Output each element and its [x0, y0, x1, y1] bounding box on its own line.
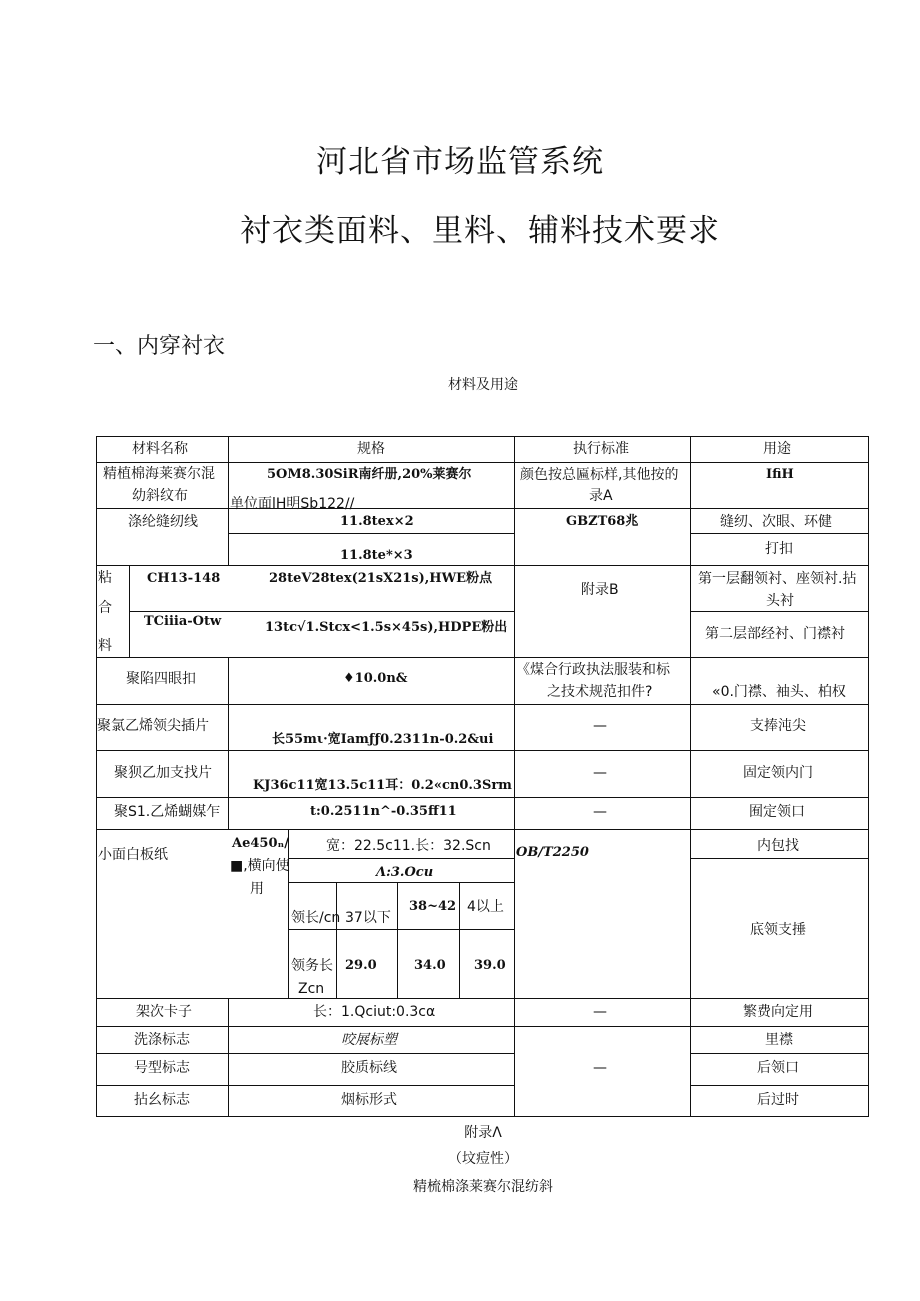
row2-usage-b: 打扣: [765, 541, 793, 557]
row3-group-char-1: 粘: [98, 570, 112, 586]
row8-usage-a: 内包找: [757, 838, 799, 854]
row6-usage: 固定领内门: [743, 765, 813, 781]
table-line: [228, 657, 229, 830]
rows10-12-standard: —: [593, 1060, 607, 1076]
row10-usage: 里襟: [765, 1032, 793, 1048]
row4-standard-line2: 之技术规范扣件?: [547, 684, 653, 700]
row3-spec-a: 28teV28tex(21sX21s),HWE粉点: [269, 571, 493, 586]
row2-usage-a: 缝纫、次眼、环健: [720, 514, 832, 530]
appendix-note: （坟痘性）: [448, 1151, 518, 1167]
row6-name: 聚狈乙加支找片: [114, 765, 212, 781]
appendix-label: 附录Λ: [464, 1125, 502, 1141]
table-line: [690, 1053, 869, 1054]
row1-name-line1: 精植棉海莱赛尔混: [103, 466, 215, 482]
row3-usage-b: 第二层部经衬、门襟衬: [705, 626, 845, 642]
table-line: [96, 1026, 869, 1027]
table-line: [96, 657, 869, 658]
row3-usage-a-line1: 第一层翻领衬、座领衬.拈: [698, 571, 857, 587]
row2-name: 涤纶缝纫线: [128, 514, 198, 530]
table-line: [96, 436, 869, 437]
row3-name-b: TCiiia-Otw: [144, 614, 222, 629]
row5-spec: 长55mι·宽Iamƒƒ0.2311n-0.2&ui: [272, 732, 494, 747]
row12-name: 拈幺标志: [134, 1092, 190, 1108]
row9-standard: —: [593, 1004, 607, 1020]
row2-spec-a: 11.8tex×2: [340, 514, 414, 529]
row8-standard: OB/T2250: [516, 845, 589, 860]
table-line: [228, 533, 514, 534]
row2-standard: GBZT68兆: [566, 514, 639, 529]
row8-length-label-line2: Zcn: [298, 981, 325, 997]
row9-spec: 长：1.Qciut:0.3cα: [313, 1004, 436, 1020]
row8-spec-thickness: Λ:3.Ocu: [376, 865, 434, 880]
row12-spec: 烟标形式: [341, 1092, 397, 1108]
row3-usage-a-line2: 头衬: [766, 593, 794, 609]
table-line: [868, 436, 869, 1117]
row7-usage: 囿定领口: [749, 804, 805, 820]
row5-name: 聚氯乙烯领尖插片: [97, 718, 209, 734]
row1-standard-line1: 颜色按总匾标样,其他按的: [520, 467, 679, 483]
table-line: [514, 436, 515, 1117]
row6-spec: KJ36c11宽13.5c11耳：0.2«cn0.3Srm: [253, 778, 512, 793]
table-line: [96, 829, 869, 830]
table-line: [96, 565, 869, 566]
row8-size-col1: 37以下: [345, 910, 391, 926]
row5-standard: —: [593, 718, 607, 734]
document-title-line-2: 衬衣类面料、里料、辅料技术要求: [240, 213, 720, 249]
row8-value-col2: 34.0: [414, 958, 446, 973]
row1-usage: IfiH: [766, 467, 794, 482]
row5-usage: 支捧沌尖: [750, 718, 806, 734]
table-line: [336, 882, 337, 999]
row8-sub-line3: 用: [250, 881, 264, 897]
appendix-title: 精梳棉涤莱赛尔混纺斜: [413, 1179, 553, 1195]
table-line: [96, 508, 869, 509]
header-material-name: 材料名称: [132, 441, 188, 457]
row11-name: 号型标志: [134, 1060, 190, 1076]
row8-value-col1: 29.0: [345, 958, 377, 973]
table-line: [690, 533, 869, 534]
row3-name-a: CH13-148: [147, 571, 221, 586]
table-line: [96, 704, 869, 705]
row10-spec: 咬展标塑: [341, 1032, 397, 1048]
section-heading: 一、内穿衬衣: [93, 334, 226, 359]
row7-name: 聚S1.乙烯蝴媒乍: [114, 804, 221, 820]
table-line: [459, 882, 460, 999]
table-line: [129, 565, 130, 658]
table-line: [96, 797, 869, 798]
table-line: [288, 858, 514, 859]
table-caption: 材料及用途: [448, 377, 518, 393]
table-line: [690, 858, 869, 859]
table-line: [397, 882, 398, 999]
row8-sub-line1: Ae450ₙ/: [232, 836, 289, 851]
row8-name: 小面白板纸: [98, 847, 168, 863]
table-line: [690, 611, 869, 612]
row3-spec-b: 13tc√1.Stcx<1.5s×45s),HDPE粉出: [265, 620, 508, 635]
table-line: [96, 1085, 514, 1086]
table-line: [288, 929, 514, 930]
row8-sub-line2: ■,横向使: [230, 858, 290, 874]
row4-spec: ♦10.0n&: [343, 671, 408, 686]
header-usage: 用途: [763, 441, 791, 457]
row10-name: 洗涤标志: [134, 1032, 190, 1048]
row6-standard: —: [593, 765, 607, 781]
row3-standard: 附录B: [581, 582, 619, 598]
row11-usage: 后领口: [757, 1060, 799, 1076]
row1-name-line2: 幼斜纹布: [132, 488, 188, 504]
row9-usage: 繁费向定用: [743, 1004, 813, 1020]
table-line: [690, 1085, 869, 1086]
row8-value-col3: 39.0: [474, 958, 506, 973]
row8-spec-size: 宽：22.5c11.长：32.Scn: [326, 838, 491, 854]
table-line: [288, 829, 289, 999]
table-line: [96, 436, 97, 1117]
row12-usage: 后过时: [757, 1092, 799, 1108]
row8-size-col2: 38~42: [409, 899, 457, 914]
header-standard: 执行标准: [573, 441, 629, 457]
table-line: [96, 462, 869, 463]
table-line: [690, 436, 691, 1117]
row9-name: 架次卡子: [136, 1004, 192, 1020]
row1-spec-line1: 5OM8.30SiR南纤册,20%莱赛尔: [267, 467, 472, 482]
table-line: [96, 998, 869, 999]
row8-collar-length-label: 领长/cn: [291, 910, 341, 926]
row7-standard: —: [593, 804, 607, 820]
row4-usage: «0.门襟、袖头、柏权: [712, 684, 846, 700]
row3-group-char-2: 合: [98, 600, 112, 616]
row11-spec: 胶质标线: [341, 1060, 397, 1076]
table-line: [228, 436, 229, 566]
row4-standard-line1: 《煤合行政执法服装和标: [516, 662, 670, 678]
header-spec: 规格: [357, 441, 385, 457]
row7-spec: t:0.2511n^-0.35ff11: [310, 804, 457, 819]
row1-spec-line2: 单位面lH明Sb122//: [230, 496, 355, 512]
table-line: [228, 998, 229, 1117]
row8-size-col3: 4以上: [467, 899, 504, 915]
row8-length-label-line1: 领务长: [291, 958, 333, 974]
table-line: [96, 1116, 869, 1117]
row4-name: 聚陷四眼扣: [126, 671, 196, 687]
table-line: [288, 882, 514, 883]
row2-spec-b: 11.8te*×3: [340, 548, 413, 563]
table-line: [96, 1053, 514, 1054]
row1-standard-line2: 录A: [589, 488, 613, 504]
document-title-line-1: 河北省市场监管系统: [316, 144, 604, 180]
row8-usage-b: 底领支捶: [750, 922, 806, 938]
table-line: [129, 611, 514, 612]
table-line: [96, 750, 869, 751]
row3-group-char-3: 料: [98, 638, 112, 654]
